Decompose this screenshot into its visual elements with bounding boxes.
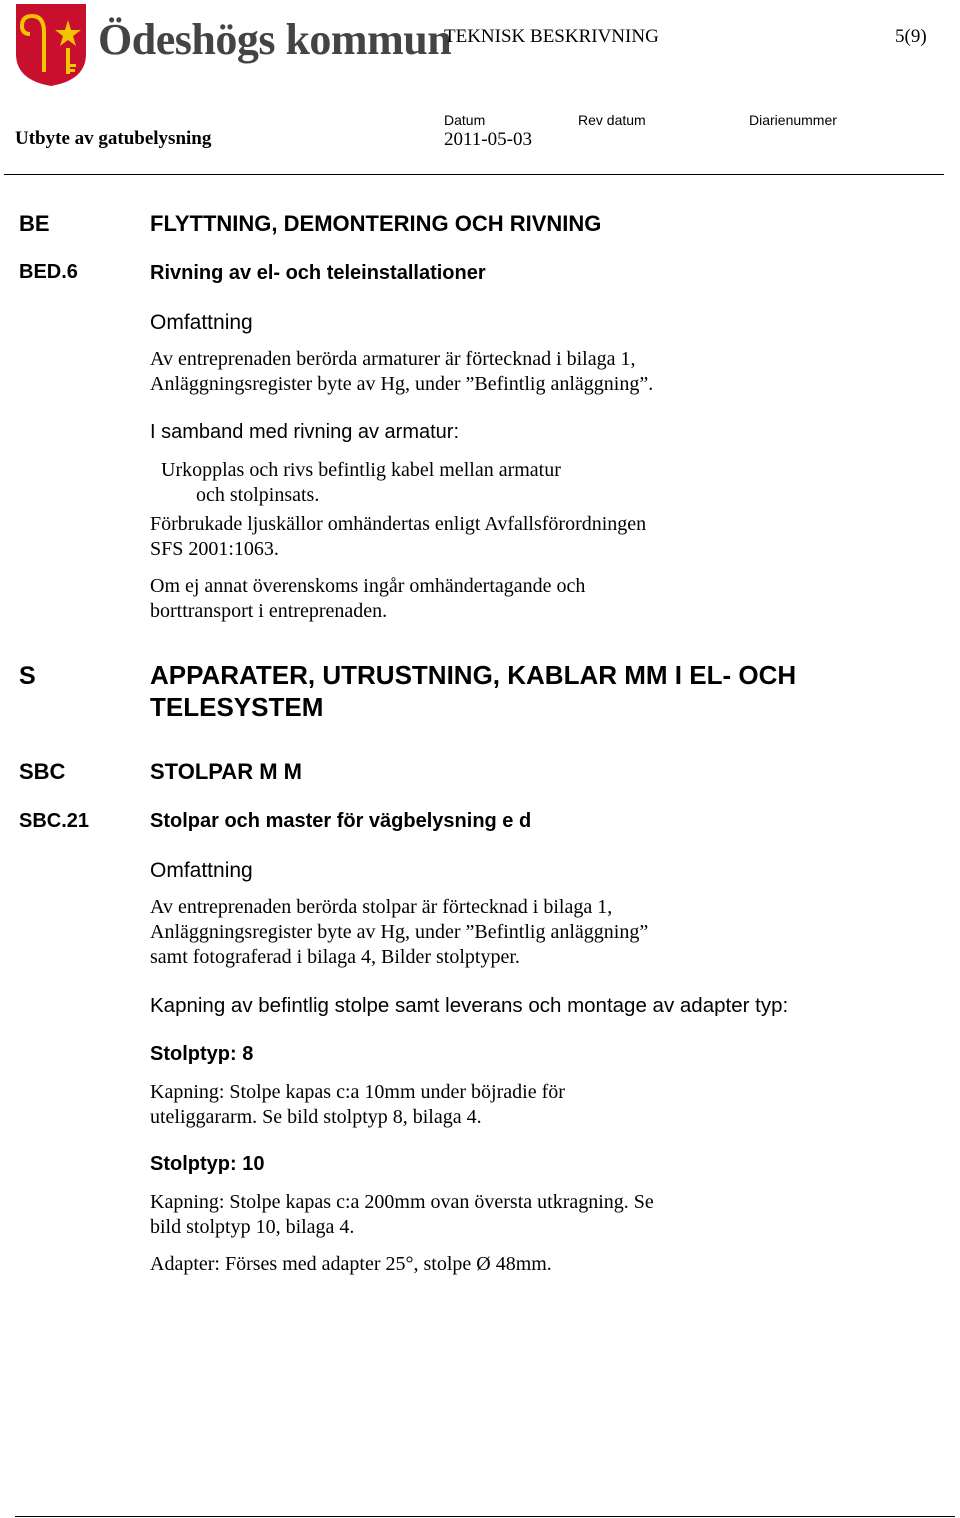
project-title: Utbyte av gatubelysning xyxy=(15,128,212,149)
datum-label: Datum xyxy=(444,112,486,128)
rev-datum-label: Rev datum xyxy=(578,112,646,128)
section-code-sbc21: SBC.21 xyxy=(19,810,90,832)
section-title-s-line-2: TELESYSTEM xyxy=(150,692,324,722)
stolptyp-8-line-2: uteliggararm. Se bild stolptyp 8, bilaga 4. xyxy=(150,1106,482,1128)
bed6-paragraph-3-line-1: Förbrukade ljuskällor omhändertas enligt Avfallsförordningen xyxy=(150,513,647,535)
section-code-s: S xyxy=(19,662,36,690)
org-name: Ödeshögs kommun xyxy=(98,15,452,64)
adapter-line: Adapter: Förses med adapter 25°, stolpe Ø 48mm. xyxy=(150,1253,552,1275)
bed6-paragraph-4-line-2: borttransport i entreprenaden. xyxy=(150,600,388,622)
sbc21-paragraph-1-line-2: Anläggningsregister byte av Hg, under ”Befintlig anläggning” xyxy=(150,921,649,943)
footer-divider xyxy=(15,1516,955,1517)
section-title-bed6: Rivning av el- och teleinstallationer xyxy=(150,262,486,284)
stolptyp-10-line-2: bild stolptyp 10, bilaga 4. xyxy=(150,1216,355,1238)
bed6-omfattning: Omfattning xyxy=(150,311,253,334)
datum-value: 2011-05-03 xyxy=(444,129,532,150)
bed6-paragraph-1-line-2: Anläggningsregister byte av Hg, under ”Befintlig anläggning”. xyxy=(150,373,654,395)
header-divider xyxy=(4,174,944,175)
bed6-subheading: I samband med rivning av armatur: xyxy=(150,421,460,443)
municipal-coat-of-arms-logo xyxy=(14,2,88,88)
sbc21-paragraph-1-line-1: Av entreprenaden berörda stolpar är förtecknad i bilaga 1, xyxy=(150,896,613,918)
section-title-sbc21: Stolpar och master för vägbelysning e d xyxy=(150,810,532,832)
bed6-paragraph-2-line-2: och stolpinsats. xyxy=(196,484,320,506)
sbc21-paragraph-1-line-3: samt fotograferad i bilaga 4, Bilder stolptyper. xyxy=(150,946,520,968)
section-code-bed6: BED.6 xyxy=(19,261,78,283)
stolptyp-10-line-1: Kapning: Stolpe kapas c:a 200mm ovan översta utkragning. Se xyxy=(150,1191,654,1213)
stolptyp-8-heading: Stolptyp: 8 xyxy=(150,1043,254,1065)
bed6-paragraph-1-line-1: Av entreprenaden berörda armaturer är förtecknad i bilaga 1, xyxy=(150,348,636,370)
section-title-be: FLYTTNING, DEMONTERING OCH RIVNING xyxy=(150,211,602,236)
section-title-sbc: STOLPAR M M xyxy=(150,759,302,784)
bed6-paragraph-3-line-2: SFS 2001:1063. xyxy=(150,538,279,560)
section-code-be: BE xyxy=(19,211,50,236)
document-type: TEKNISK BESKRIVNING xyxy=(444,26,659,47)
bed6-paragraph-4-line-1: Om ej annat överenskoms ingår omhändertagande och xyxy=(150,575,586,597)
section-code-sbc: SBC xyxy=(19,759,66,784)
bed6-paragraph-2-line-1: Urkopplas och rivs befintlig kabel mellan armatur xyxy=(161,459,561,481)
stolptyp-8-line-1: Kapning: Stolpe kapas c:a 10mm under böjradie för xyxy=(150,1081,565,1103)
section-title-s-line-1: APPARATER, UTRUSTNING, KABLAR MM I EL- OCH xyxy=(150,660,797,690)
sbc21-omfattning: Omfattning xyxy=(150,859,253,882)
diarienummer-label: Diarienummer xyxy=(749,112,837,128)
page-number: 5(9) xyxy=(895,26,927,47)
sbc21-subheading: Kapning av befintlig stolpe samt leverans och montage av adapter typ: xyxy=(150,994,789,1017)
stolptyp-10-heading: Stolptyp: 10 xyxy=(150,1153,265,1175)
